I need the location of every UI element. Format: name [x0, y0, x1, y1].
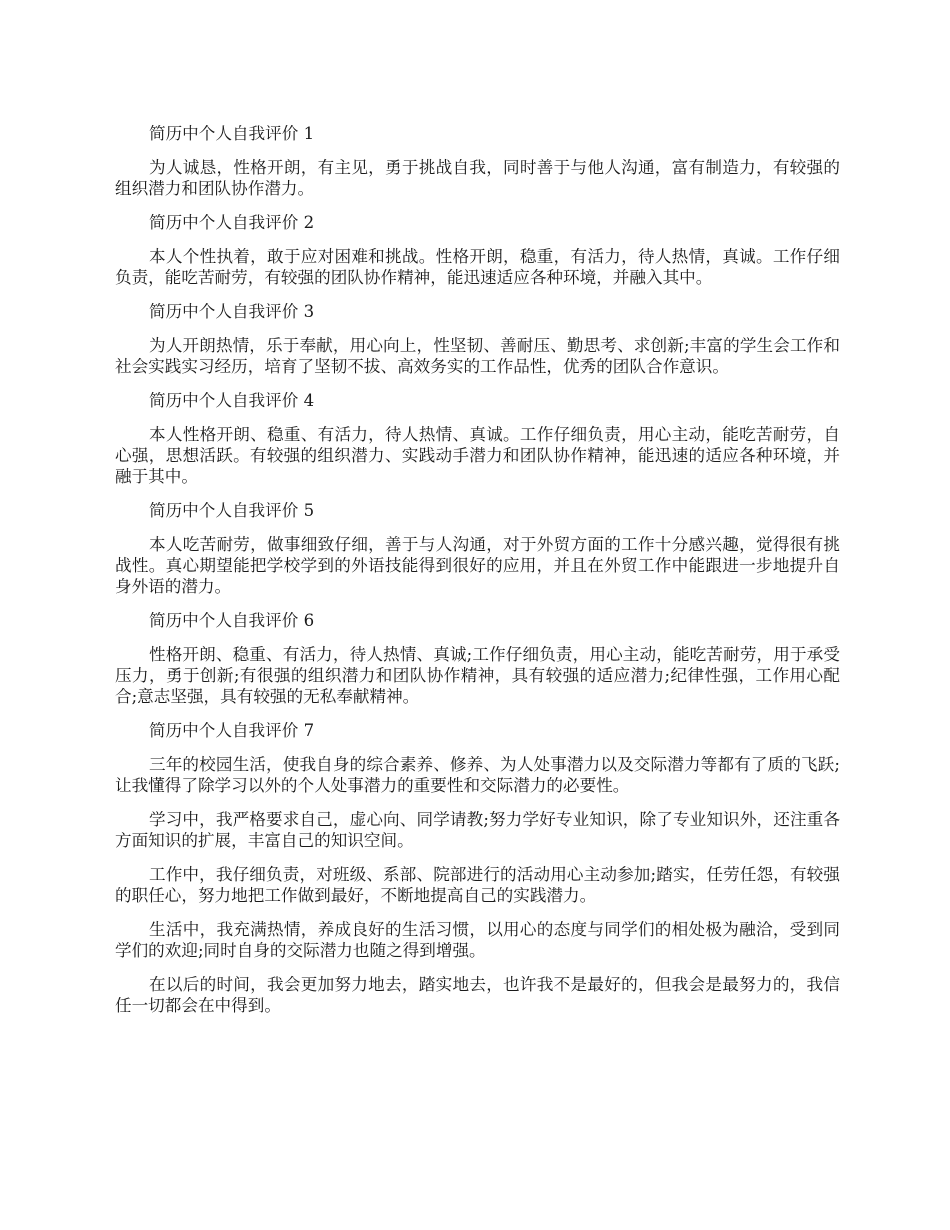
section-7-paragraph-3: 工作中，我仔细负责，对班级、系部、院部进行的活动用心主动参加;踏实，任劳任怨，有较强的职任心，努力地把工作做到最好，不断地提高自己的实践潜力。: [115, 865, 840, 905]
section-1-paragraph-1: 为人诚恳，性格开朗，有主见，勇于挑战自我，同时善于与他人沟通，富有制造力，有较强的组织潜力和团队协作潜力。: [115, 158, 840, 198]
section-3-paragraph-1: 为人开朗热情，乐于奉献，用心向上，性坚韧、善耐压、勤思考、求创新;丰富的学生会工作和社会实践实习经历，培育了坚韧不拔、高效务实的工作品性，优秀的团队合作意识。: [115, 336, 840, 376]
section-heading-4: 简历中个人自我评价 4: [149, 391, 315, 410]
document-page: [115, 123, 840, 1029]
section-6-paragraph-1: 性格开朗、稳重、有活力，待人热情、真诚;工作仔细负责，用心主动，能吃苦耐劳，用于承受压力，勇于创新;有很强的组织潜力和团队协作精神，具有较强的适应潜力;纪律性强，工作用心配合;意志坚强，具有较强的无私奉献精神。: [115, 645, 840, 706]
section-7-paragraph-1: 三年的校园生活，使我自身的综合素养、修养、为人处事潜力以及交际潜力等都有了质的飞跃;让我懂得了除学习以外的个人处事潜力的重要性和交际潜力的必要性。: [115, 755, 840, 795]
section-heading-3: 简历中个人自我评价 3: [149, 302, 315, 321]
section-heading-7: 简历中个人自我评价 7: [149, 721, 315, 740]
section-heading-5: 简历中个人自我评价 5: [149, 501, 315, 520]
section-4-paragraph-1: 本人性格开朗、稳重、有活力，待人热情、真诚。工作仔细负责，用心主动，能吃苦耐劳，自心强，思想活跃。有较强的组织潜力、实践动手潜力和团队协作精神，能迅速的适应各种环境，并融于其中。: [115, 425, 840, 486]
section-2-paragraph-1: 本人个性执着，敢于应对困难和挑战。性格开朗，稳重，有活力，待人热情，真诚。工作仔细负责，能吃苦耐劳，有较强的团队协作精神，能迅速适应各种环境，并融入其中。: [115, 247, 840, 287]
section-heading-6: 简历中个人自我评价 6: [149, 611, 315, 630]
section-heading-1: 简历中个人自我评价 1: [149, 124, 315, 143]
section-7-paragraph-5: 在以后的时间，我会更加努力地去，踏实地去，也许我不是最好的，但我会是最努力的，我信任一切都会在中得到。: [115, 975, 840, 1015]
section-5-paragraph-1: 本人吃苦耐劳，做事细致仔细，善于与人沟通，对于外贸方面的工作十分感兴趣，觉得很有挑战性。真心期望能把学校学到的外语技能得到很好的应用，并且在外贸工作中能跟进一步地提升自身外语的潜力。: [115, 535, 840, 596]
section-7-paragraph-2: 学习中，我严格要求自己，虚心向、同学请教;努力学好专业知识，除了专业知识外，还注重各方面知识的扩展，丰富自己的知识空间。: [115, 810, 840, 850]
section-heading-2: 简历中个人自我评价 2: [149, 213, 315, 232]
section-7-paragraph-4: 生活中，我充满热情，养成良好的生活习惯，以用心的态度与同学们的相处极为融洽，受到同学们的欢迎;同时自身的交际潜力也随之得到增强。: [115, 920, 840, 960]
